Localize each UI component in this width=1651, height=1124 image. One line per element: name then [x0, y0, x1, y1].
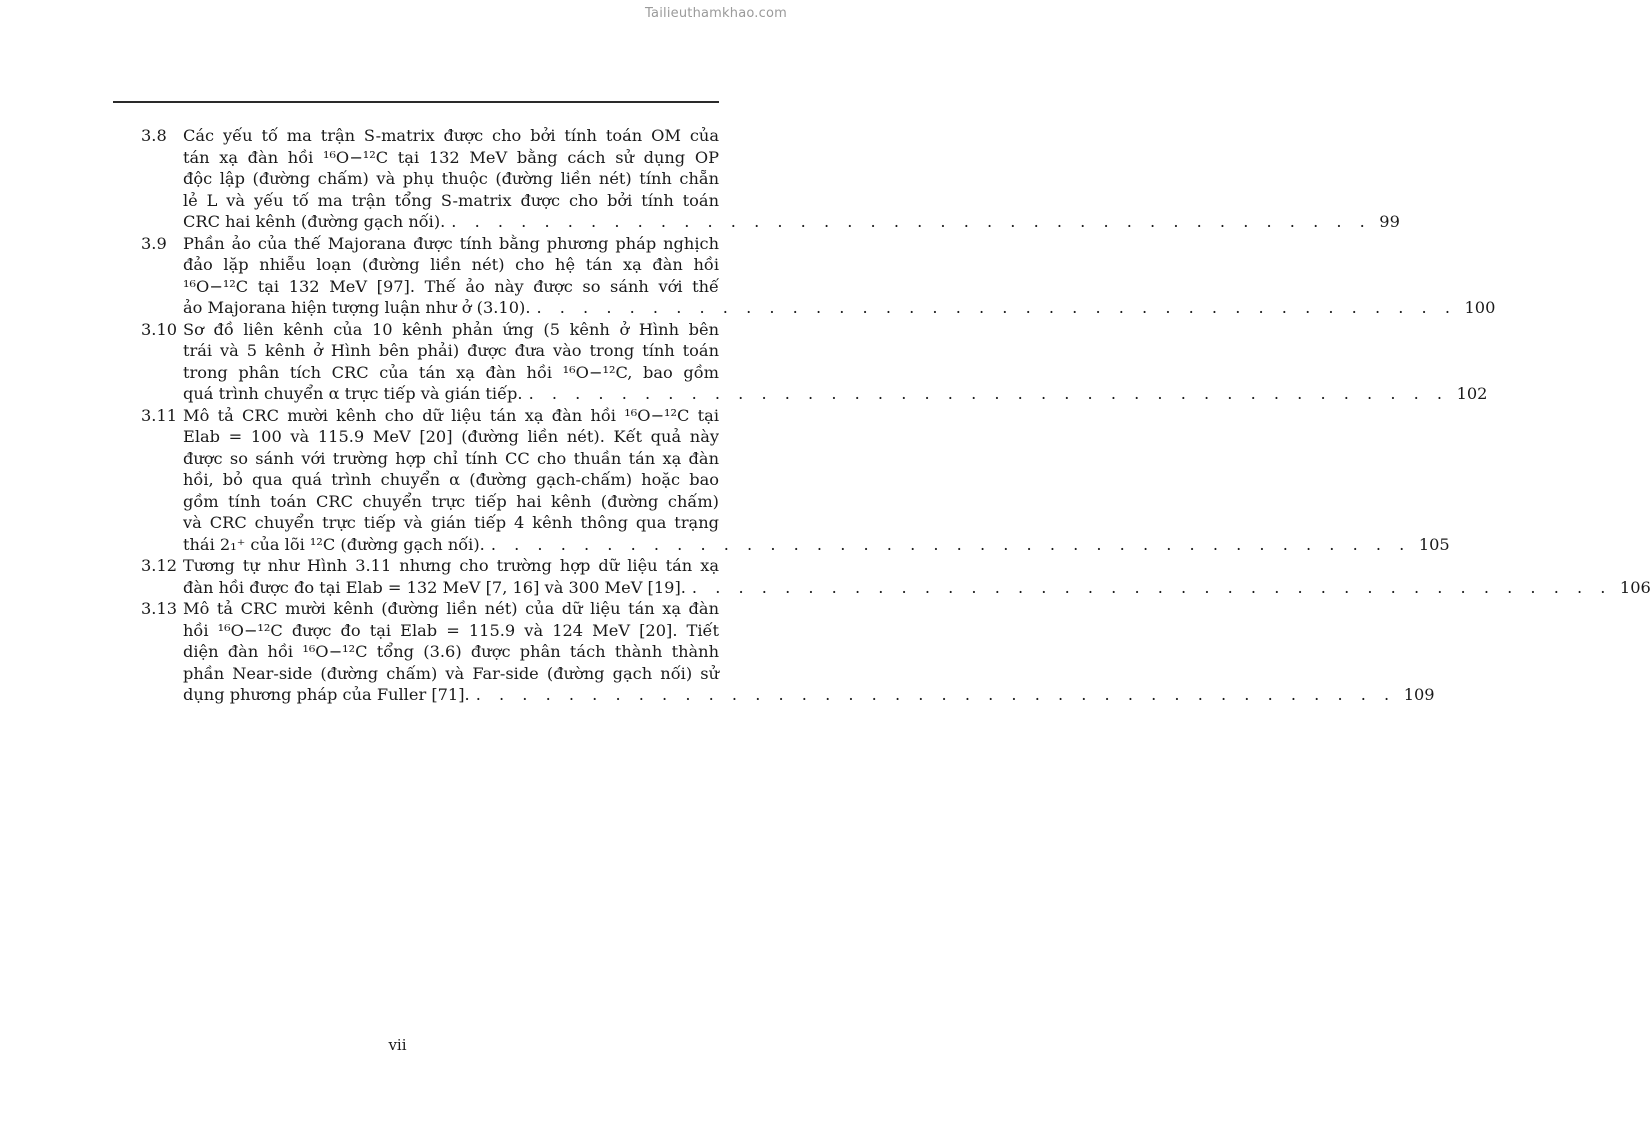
- page-number[interactable]: 99: [1379, 212, 1400, 231]
- dot-leader: . . . . . . . . . . . . . . . . . . . . . . . . . . . . . . . . . . . . . . . .: [451, 212, 1372, 231]
- entry-line: tán xạ đàn hồi ¹⁶O−¹²C tại 132 MeV bằng cách sử dụng OP: [183, 147, 719, 167]
- entry-line: diện đàn hồi ¹⁶O−¹²C tổng (3.6) được phân tách thành thành: [183, 642, 719, 661]
- entry-line: Các yếu tố ma trận S-matrix được cho bởi tính toán OM của: [183, 126, 719, 145]
- page-number[interactable]: 109: [1403, 685, 1435, 704]
- entry-last-line: [183, 211, 1400, 233]
- entry-line: ảo Majorana hiện tượng luận như ở (3.10).: [183, 298, 531, 317]
- entry-line: hồi ¹⁶O−¹²C được đo tại Elab = 115.9 và 124 MeV [20]. Tiết: [183, 620, 719, 640]
- toc-entry-3-11[interactable]: [141, 405, 1450, 556]
- entry-line: Elab = 100 và 115.9 MeV [20] (đường liền nét). Kết quả này: [183, 427, 719, 446]
- entry-line: Sơ đồ liên kênh của 10 kênh phản ứng (5 kênh ở Hình bên: [183, 319, 719, 339]
- entry-line: CRC hai kênh (đường gạch nối).: [183, 212, 446, 231]
- entry-number: 3.8: [141, 126, 167, 145]
- entry-number: 3.10: [141, 319, 178, 339]
- header-rule: [113, 101, 719, 103]
- entry-line: Tương tự như Hình 3.11 nhưng cho trường hợp dữ liệu tán xạ: [183, 556, 719, 575]
- page-number[interactable]: 105: [1418, 534, 1450, 554]
- entry-line: dụng phương pháp của Fuller [71].: [183, 685, 470, 704]
- entry-line: đàn hồi được đo tại Elab = 132 MeV [7, 16] và 300 MeV [19].: [183, 577, 686, 597]
- entry-line: được so sánh với trường hợp chỉ tính CC cho thuần tán xạ đàn: [183, 448, 719, 468]
- dot-leader: . . . . . . . . . . . . . . . . . . . . . . . . . . . . . . . . . . . . . . . .: [490, 534, 1411, 554]
- entry-last-line: [183, 534, 1450, 556]
- entry-line: phần Near-side (đường chấm) và Far-side (đường gạch nối) sử: [183, 663, 719, 683]
- entry-number: 3.11: [141, 405, 178, 425]
- entry-line: hồi, bỏ qua quá trình chuyển α (đường gạch-chấm) hoặc bao: [183, 470, 719, 489]
- toc-entry-3-12[interactable]: [141, 555, 1651, 598]
- entry-line: Phần ảo của thế Majorana được tính bằng phương pháp nghịch: [183, 233, 719, 253]
- entry-line: trong phân tích CRC của tán xạ đàn hồi ¹⁶O−¹²C, bao gồm: [183, 362, 719, 382]
- entry-last-line: [183, 577, 1651, 599]
- entry-number: 3.9: [141, 233, 167, 253]
- dot-leader: . . . . . . . . . . . . . . . . . . . . . . . . . . . . . . . . . . . . . . . .: [536, 298, 1457, 317]
- entry-last-line: [183, 383, 1488, 405]
- dot-leader: . . . . . . . . . . . . . . . . . . . . . . . . . . . . . . . . . . . . . . . .: [691, 577, 1612, 597]
- toc-entry-3-9[interactable]: [141, 233, 1496, 319]
- watermark: Tailieuthamkhao.com: [645, 6, 787, 21]
- toc-entry-3-10[interactable]: [141, 319, 1488, 405]
- entry-number: 3.12: [141, 556, 178, 575]
- entry-number: 3.13: [141, 599, 178, 618]
- entry-line: lẻ L và yếu tố ma trận tổng S-matrix được cho bởi tính toán: [183, 190, 719, 210]
- toc-entry-3-13[interactable]: [141, 598, 1435, 706]
- page-number[interactable]: 102: [1456, 384, 1488, 403]
- entry-line: gồm tính toán CRC chuyển trực tiếp hai kênh (đường chấm): [183, 491, 719, 511]
- entry-last-line: [183, 297, 1496, 319]
- entry-line: Mô tả CRC mười kênh cho dữ liệu tán xạ đàn hồi ¹⁶O−¹²C tại: [183, 405, 719, 425]
- entry-line: trái và 5 kênh ở Hình bên phải) được đưa vào trong tính toán: [183, 341, 719, 360]
- dot-leader: . . . . . . . . . . . . . . . . . . . . . . . . . . . . . . . . . . . . . . . .: [528, 384, 1449, 403]
- dot-leader: . . . . . . . . . . . . . . . . . . . . . . . . . . . . . . . . . . . . . . . .: [475, 685, 1396, 704]
- page-number[interactable]: 106: [1619, 577, 1651, 597]
- entry-last-line: [183, 684, 1435, 706]
- entry-line: ¹⁶O−¹²C tại 132 MeV [97]. Thế ảo này được so sánh với thế: [183, 276, 719, 296]
- entry-line: quá trình chuyển α trực tiếp và gián tiếp.: [183, 384, 523, 403]
- entry-line: và CRC chuyển trực tiếp và gián tiếp 4 kênh thông qua trạng: [183, 513, 719, 532]
- toc-entry-3-8[interactable]: [141, 125, 1400, 233]
- page-number[interactable]: 100: [1464, 298, 1496, 317]
- entry-line: độc lập (đường chấm) và phụ thuộc (đường liền nét) tính chẵn: [183, 169, 719, 188]
- list-of-figures: [141, 125, 1651, 706]
- entry-line: thái 2₁⁺ của lõi ¹²C (đường gạch nối).: [183, 534, 485, 554]
- entry-line: đảo lặp nhiễu loạn (đường liền nét) cho hệ tán xạ đàn hồi: [183, 255, 719, 274]
- page-footer-number: vii: [388, 1036, 407, 1054]
- entry-line: Mô tả CRC mười kênh (đường liền nét) của dữ liệu tán xạ đàn: [183, 599, 719, 618]
